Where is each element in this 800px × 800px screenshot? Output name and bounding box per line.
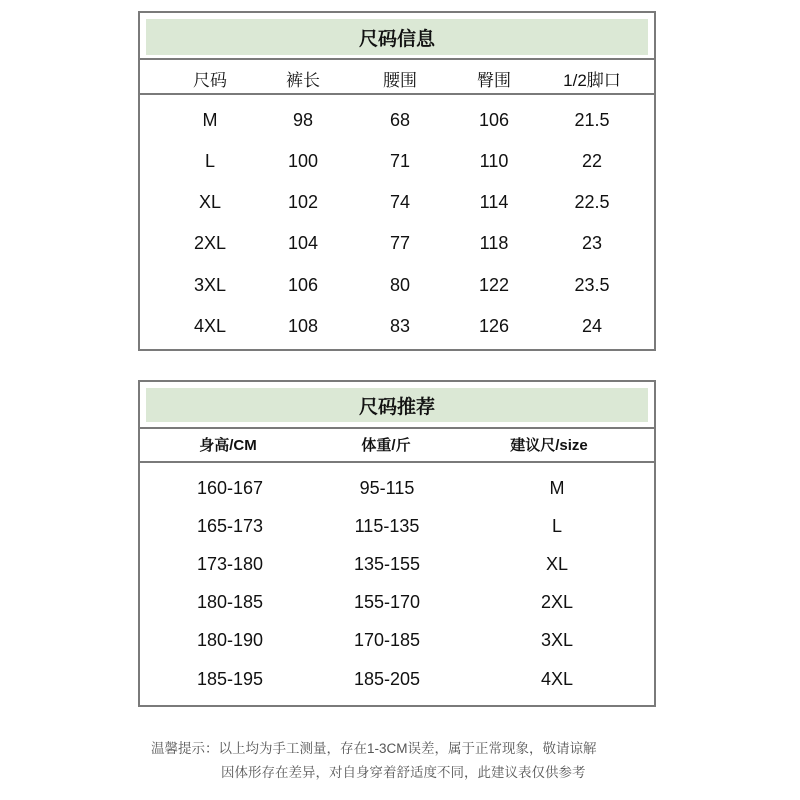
cell-size: M [202,109,218,130]
cell-height: 185-195 [196,668,264,689]
cell-hip: 106 [478,109,510,130]
header-weight: 体重/斤 [361,436,411,454]
header-height: 身高/CM [199,436,257,454]
cell-pants-length: 98 [292,109,314,130]
cell-hip: 126 [478,315,510,336]
table-row [140,149,654,173]
cell-suggested-size: 4XL [540,668,574,689]
cell-half-hem: 23 [581,232,603,253]
table-row [140,667,654,691]
table-row [140,231,654,255]
cell-pants-length: 100 [287,150,319,171]
header-size: 尺码 [193,70,227,90]
cell-size: 2XL [193,232,227,253]
cell-suggested-size: 2XL [540,591,574,612]
table-row [140,108,654,132]
table-row [140,190,654,214]
size-info-header-row [140,66,654,90]
cell-suggested-size: XL [545,553,569,574]
header-hip: 臀围 [477,70,511,90]
cell-suggested-size: M [549,477,565,498]
cell-weight: 95-115 [359,477,415,498]
cell-size: 3XL [193,274,227,295]
footnote-line-2: 因体形存在差异，对自身穿着舒适度不同，此建议表仅供参考 [221,765,586,780]
size-recommendation-table [138,380,656,707]
cell-pants-length: 106 [287,274,319,295]
cell-weight: 155-170 [353,591,421,612]
cell-waist: 77 [389,232,411,253]
table-row [140,514,654,538]
cell-half-hem: 22 [581,150,603,171]
size-recommendation-title: 尺码推荐 [146,388,648,422]
cell-hip: 110 [479,150,509,171]
cell-pants-length: 102 [287,191,319,212]
table-row [140,590,654,614]
cell-half-hem: 24 [581,315,603,336]
divider [138,461,656,463]
table-row [140,314,654,338]
cell-suggested-size: L [551,515,563,536]
cell-half-hem: 22.5 [574,191,610,212]
cell-suggested-size: 3XL [540,629,574,650]
cell-waist: 71 [389,150,411,171]
divider [138,58,656,60]
cell-height: 165-173 [196,515,264,536]
size-info-title: 尺码信息 [146,19,648,55]
size-info-table [138,11,656,351]
cell-hip: 122 [478,274,510,295]
cell-waist: 68 [389,109,411,130]
cell-height: 180-185 [196,591,264,612]
table-row [140,628,654,652]
footnote-line-1: 温馨提示：以上均为手工测量，存在1-3CM误差，属于正常现象，敬请谅解 [151,741,597,756]
table-row [140,552,654,576]
divider [138,93,656,95]
cell-waist: 80 [389,274,411,295]
cell-weight: 135-155 [353,553,421,574]
header-suggested-size: 建议尺/size [510,436,588,454]
cell-weight: 170-185 [353,629,421,650]
cell-hip: 114 [479,191,509,212]
header-waist: 腰围 [383,70,417,90]
cell-weight: 115-135 [354,515,420,536]
cell-weight: 185-205 [353,668,421,689]
cell-half-hem: 21.5 [574,109,610,130]
cell-size: 4XL [193,315,227,336]
cell-height: 173-180 [196,553,264,574]
cell-height: 160-167 [196,477,264,498]
cell-height: 180-190 [196,629,264,650]
divider [138,427,656,429]
table-row [140,476,654,500]
header-pants-length: 裤长 [286,70,320,90]
cell-pants-length: 104 [287,232,319,253]
cell-waist: 83 [389,315,411,336]
cell-size: L [204,150,216,171]
header-half-hem: 1/2脚口 [563,70,621,90]
cell-hip: 118 [479,232,509,253]
cell-half-hem: 23.5 [574,274,610,295]
cell-pants-length: 108 [287,315,319,336]
table-row [140,273,654,297]
cell-waist: 74 [389,191,411,212]
cell-size: XL [198,191,222,212]
size-recommendation-header-row [140,433,654,455]
